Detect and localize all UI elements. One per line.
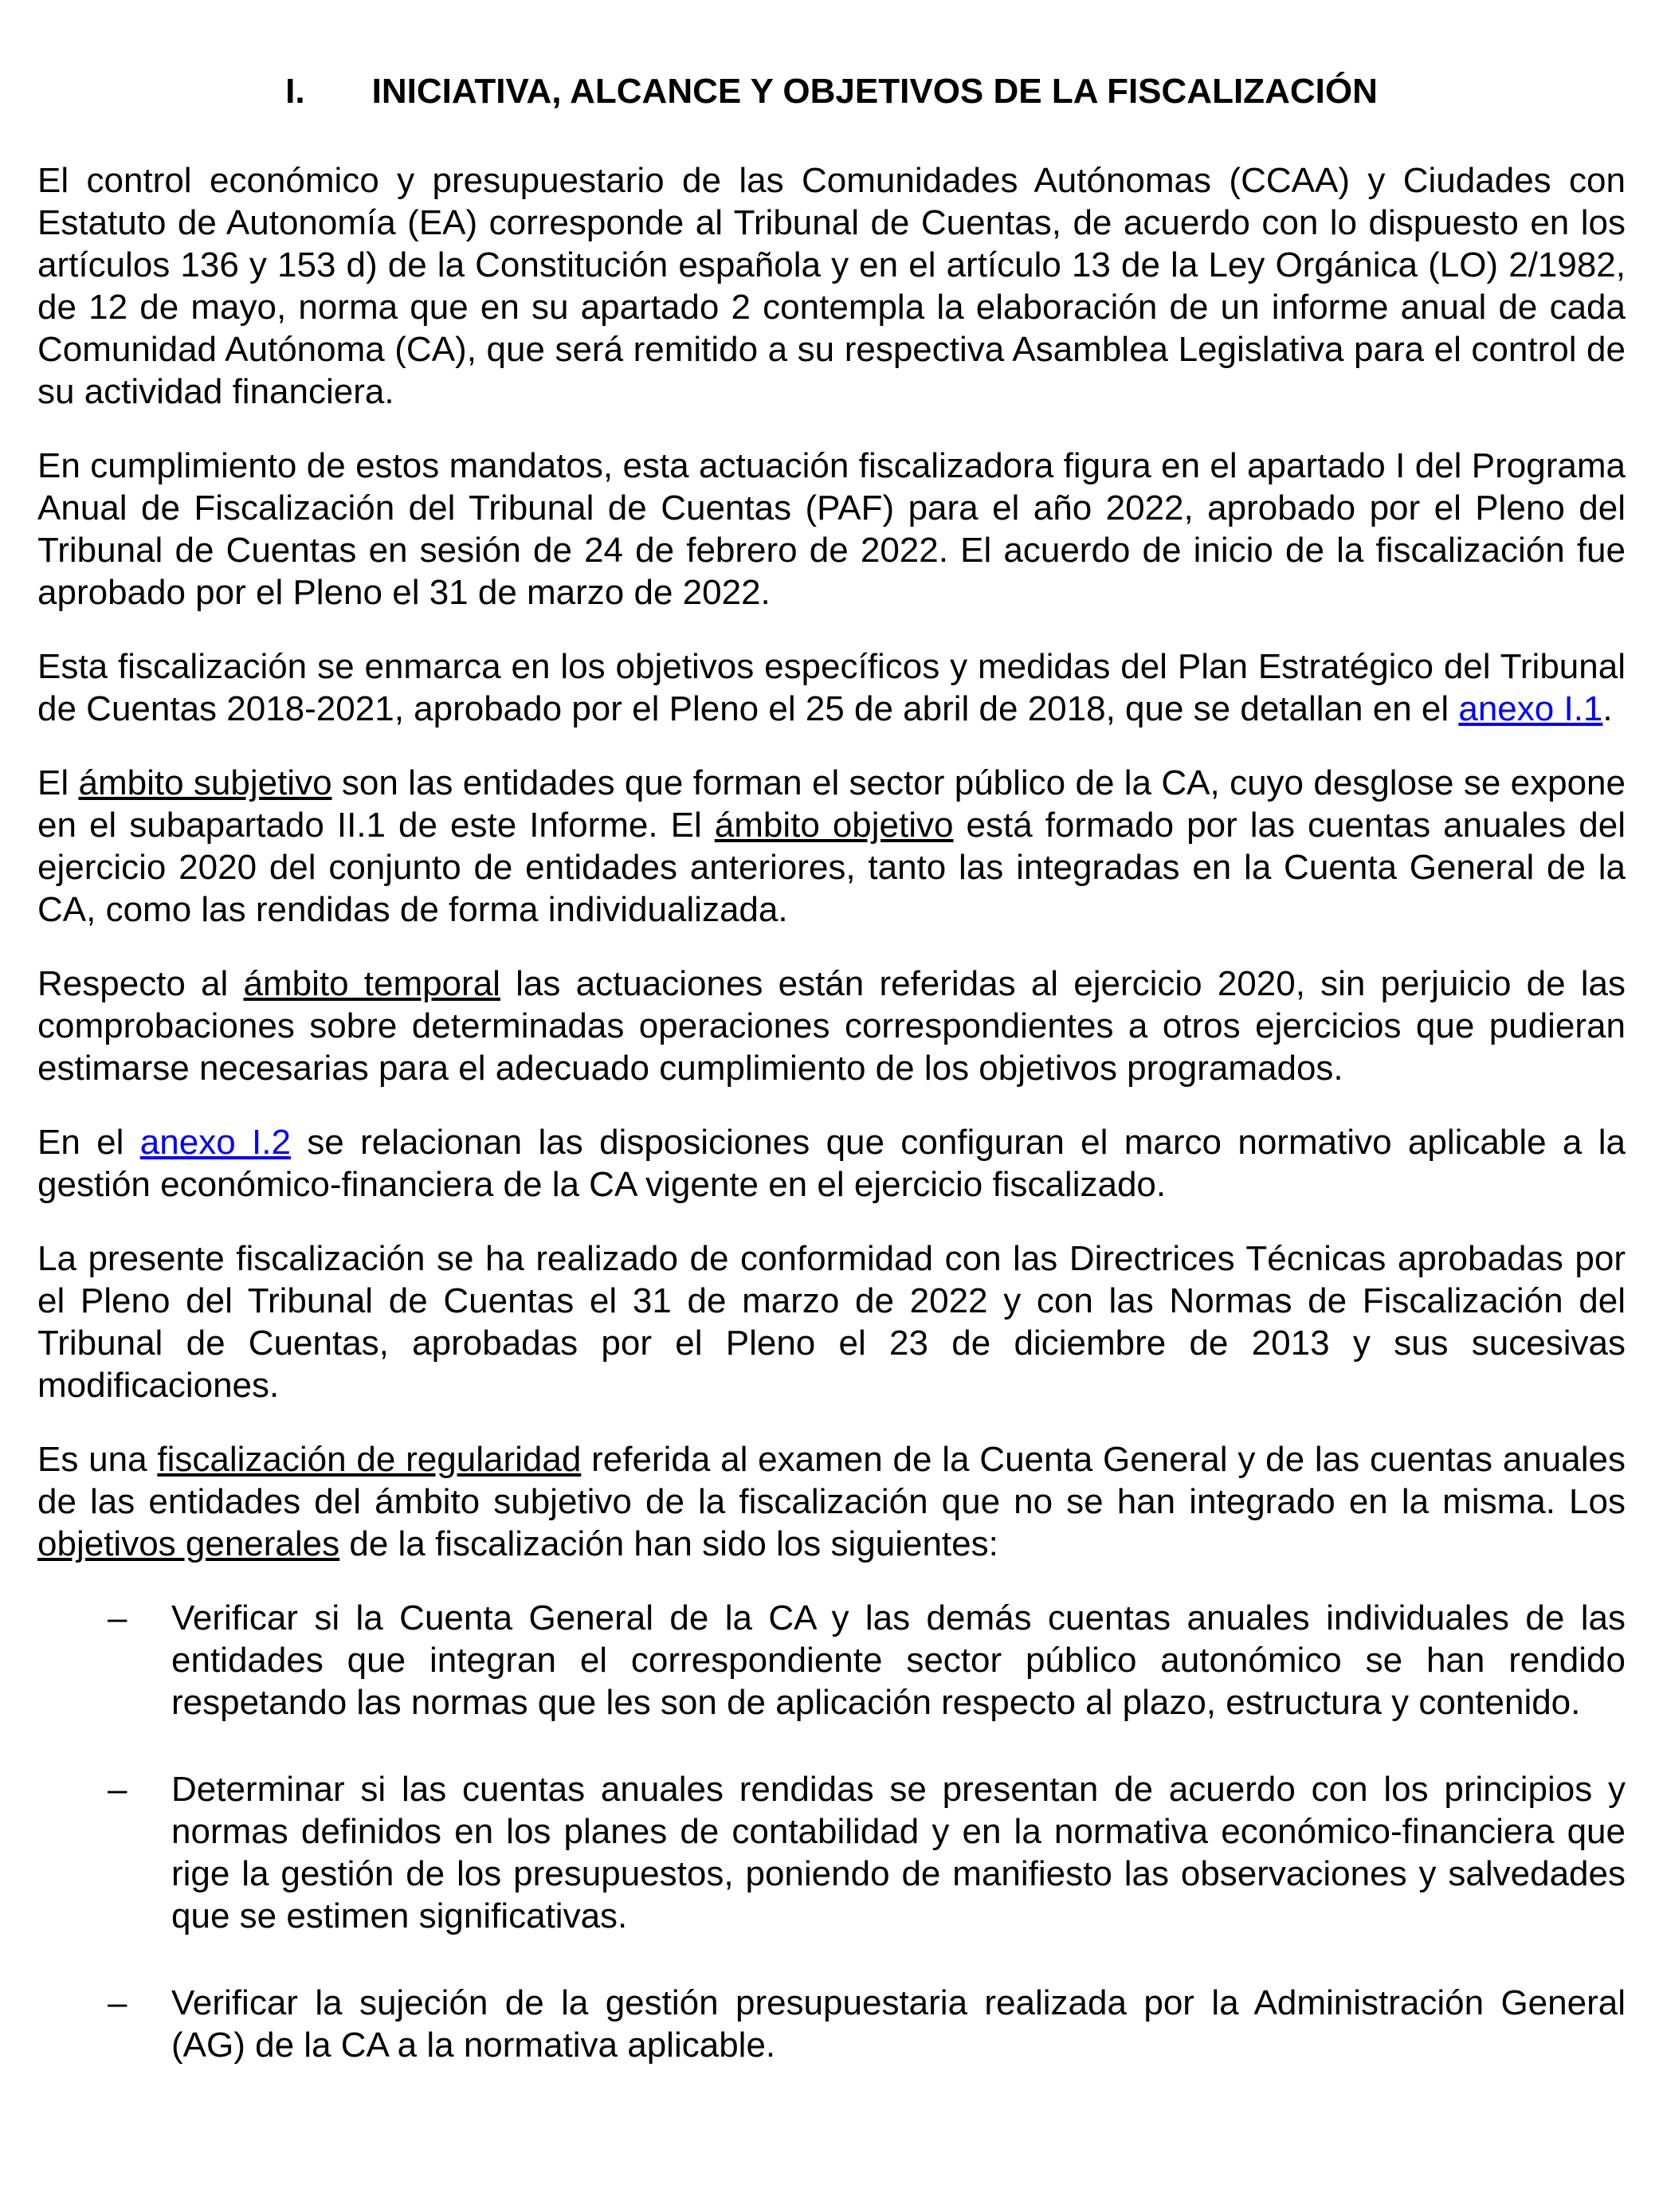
underlined-phrase-objetivos-generales: objetivos generales — [37, 1524, 340, 1563]
paragraph-plan-estrategico — [37, 645, 1626, 730]
list-item — [108, 1597, 1626, 1724]
section-heading — [37, 70, 1626, 112]
paragraph-text: está formado por las cuentas anuales del ejercicio 2020 del conjunto de entidades anteriores, tanto las integradas en la Cuenta General de la CA, como las rendidas de forma individualizada. — [37, 806, 1626, 929]
paragraph-directrices-tecnicas: La presente fiscalización se ha realizado de conformidad con las Directrices Técnicas aprobadas por el Pleno del Tribunal de Cuentas el 31 de marzo de 2022 y con las Normas de Fiscalización del Tribunal de Cuentas, aprobadas por el Pleno el 23 de diciembre de 2013 y sus sucesivas modificaciones. — [37, 1239, 1626, 1405]
anexo-i1-link[interactable]: anexo I.1 — [1458, 689, 1603, 728]
underlined-phrase-ambito-objetivo: ámbito objetivo — [714, 806, 954, 845]
underlined-phrase-ambito-temporal: ámbito temporal — [243, 964, 500, 1003]
paragraph-text: referida al examen de la Cuenta General y de las cuentas anuales de las entidades del ámbito subjetivo de la fiscalización que no se han integrado en la misma. Los — [37, 1440, 1626, 1521]
paragraph-text: Respecto al — [37, 964, 244, 1003]
section-number: I. — [285, 72, 305, 111]
objective-gestion-presupuestaria: Verificar la sujeción de la gestión presupuestaria realizada por la Administración General (AG) de la CA a la normativa aplicable. — [171, 1983, 1626, 2065]
underlined-phrase-ambito-subjetivo: ámbito subjetivo — [78, 763, 332, 802]
anexo-i2-link[interactable]: anexo I.2 — [139, 1123, 291, 1162]
paragraph-text: son las entidades que forman el sector público de la CA, cuyo desglose se expone en el subapartado II.1 de este Informe. El — [37, 763, 1626, 845]
section-title: INICIATIVA, ALCANCE Y OBJETIVOS DE LA FISCALIZACIÓN — [371, 72, 1378, 111]
paragraph-control-economico: El control económico y presupuestario de las Comunidades Autónomas (CCAA) y Ciudades con Estatuto de Autonomía (EA) corresponde al Tribunal de Cuentas, de acuerdo con lo dispuesto en los artículos 136 y 153 d) de la Constitución española y en el artículo 13 de la Ley Orgánica (LO) 2/1982, de 12 de mayo, norma que en su apartado 2 contempla la elaboración de un informe anual de cada Comunidad Autónoma (CA), que será remitido a su respectiva Asamblea Legislativa para el control de su actividad financiera. — [37, 161, 1626, 411]
bullet-dash: – — [108, 1598, 127, 1637]
paragraph-text: En el — [37, 1123, 140, 1162]
paragraph-text: las actuaciones están referidas al ejercicio 2020, sin perjuicio de las comprobaciones sobre determinadas operaciones correspondientes a otros ejercicios que pudieran estimarse necesarias para el adecuado cumplimiento de los objetivos programados. — [37, 964, 1626, 1088]
list-item — [108, 1982, 1626, 2066]
list-item — [108, 1768, 1626, 1937]
paragraph-marco-normativo — [37, 1121, 1626, 1206]
underlined-phrase-fiscalizacion-regularidad: fiscalización de regularidad — [157, 1440, 582, 1479]
paragraph-text: de la fiscalización han sido los siguientes: — [339, 1524, 998, 1563]
objectives-list — [37, 1597, 1626, 2066]
paragraph-ambito-temporal — [37, 963, 1626, 1089]
paragraph-cumplimiento-mandatos: En cumplimiento de estos mandatos, esta actuación fiscalizadora figura en el apartado I del Programa Anual de Fiscalización del Tribunal de Cuentas (PAF) para el año 2022, aprobado por el Pleno del Tribunal de Cuentas en sesión de 24 de febrero de 2022. El acuerdo de inicio de la fiscalización fue aprobado por el Pleno el 31 de marzo de 2022. — [37, 446, 1626, 612]
paragraph-text: . — [1602, 689, 1613, 728]
bullet-dash: – — [108, 1770, 127, 1809]
paragraph-text: Es una — [37, 1440, 158, 1479]
paragraph-ambito-subjetivo — [37, 762, 1626, 931]
paragraph-text: Esta fiscalización se enmarca en los objetivos específicos y medidas del Plan Estratégico del Tribunal de Cuentas 2018-2021, aprobado por el Pleno el 25 de abril de 2018, que se detallan en el — [37, 647, 1626, 728]
bullet-dash: – — [108, 1983, 127, 2022]
paragraph-text: se relacionan las disposiciones que configuran el marco normativo aplicable a la gestión económico-financiera de la CA vigente en el ejercicio fiscalizado. — [37, 1123, 1626, 1204]
paragraph-objetivos-generales — [37, 1438, 1626, 1565]
objective-principios-contables: Determinar si las cuentas anuales rendidas se presentan de acuerdo con los principios y normas definidos en los planes de contabilidad y en la normativa económico-financiera que rige la gestión de los presupuestos, poniendo de manifiesto las observaciones y salvedades que se estimen significativas. — [171, 1770, 1626, 1936]
paragraph-text: El — [37, 763, 79, 802]
objective-rendicion-cuentas: Verificar si la Cuenta General de la CA y las demás cuentas anuales individuales de las entidades que integran el correspondiente sector público autonómico se han rendido respetando las normas que les son de aplicación respecto al plazo, estructura y contenido. — [171, 1598, 1626, 1722]
